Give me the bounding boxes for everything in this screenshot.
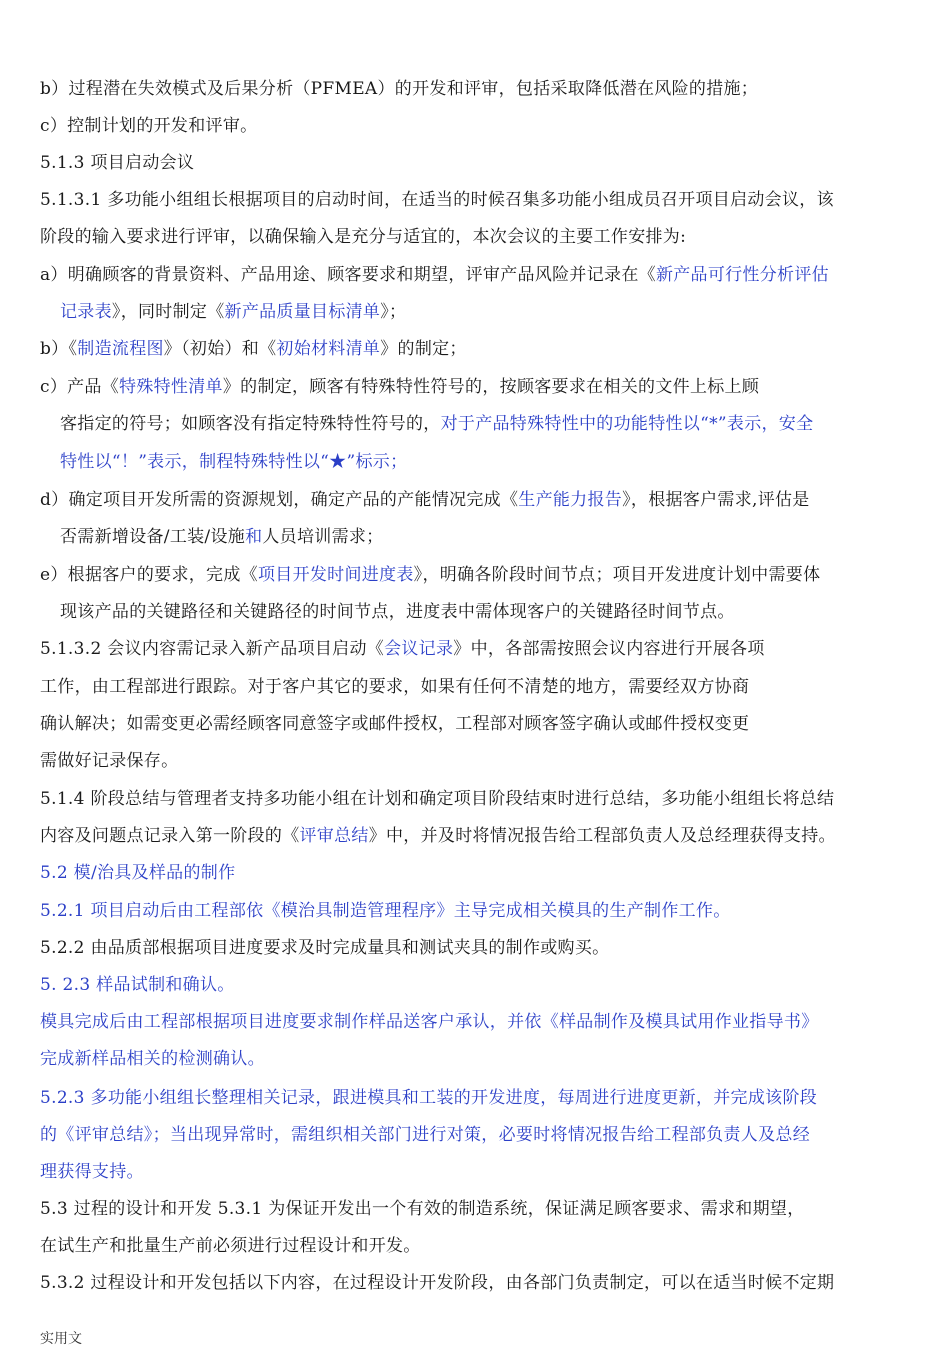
text-segment: 5.1.3.2 会议内容需记录入新产品项目启动《 bbox=[40, 639, 385, 659]
text-segment: 》的制定； bbox=[380, 339, 467, 359]
text-line bbox=[40, 1161, 144, 1183]
highlighted-text: 会议记录 bbox=[384, 639, 454, 659]
text-line bbox=[40, 1048, 265, 1070]
text-line bbox=[40, 1124, 810, 1146]
text-line bbox=[40, 264, 829, 286]
text-line bbox=[40, 750, 178, 772]
text-segment: 确认解决；如需变更必需经顾客同意签字或邮件授权，工程部对顾客签字确认或邮件授权变更 bbox=[40, 714, 750, 734]
highlighted-text: 特性以“！”表示，制程特殊特性以“★”标示； bbox=[60, 452, 408, 472]
highlighted-text: 和 bbox=[245, 527, 263, 547]
highlighted-text: 完成新样品相关的检测确认。 bbox=[40, 1049, 265, 1069]
text-segment: c）控制计划的开发和评审。 bbox=[40, 116, 258, 136]
text-line bbox=[40, 564, 820, 586]
text-line bbox=[40, 338, 467, 360]
text-line bbox=[40, 713, 749, 735]
text-line bbox=[60, 413, 813, 435]
text-line bbox=[40, 676, 749, 698]
text-segment: 工作，由工程部进行跟踪。对于客户其它的要求，如果有任何不清楚的地方，需要经双方协商 bbox=[40, 677, 750, 697]
text-line bbox=[60, 526, 383, 548]
highlighted-text: 理获得支持。 bbox=[40, 1162, 144, 1182]
highlighted-text: 5. 2.3 样品试制和确认。 bbox=[40, 975, 235, 995]
text-line bbox=[40, 1087, 817, 1109]
text-segment: 5.3.2 过程设计和开发包括以下内容，在过程设计开发阶段，由各部门负责制定，可以在适当时候不定期 bbox=[40, 1273, 835, 1293]
highlighted-text: 记录表 bbox=[60, 302, 112, 322]
page-footer: 实用文 bbox=[40, 1331, 82, 1347]
text-line bbox=[40, 1272, 834, 1294]
highlighted-text: 5.2.3 多功能小组组长整理相关记录，跟进模具和工装的开发进度，每周进行进度更新，并完成该阶段 bbox=[40, 1088, 818, 1108]
text-line bbox=[40, 900, 731, 922]
text-segment: 现该产品的关键路径和关键路径的时间节点，进度表中需体现客户的关键路径时间节点。 bbox=[60, 602, 735, 622]
text-line bbox=[40, 1235, 421, 1257]
text-segment: 》，明确各阶段时间节点；项目开发进度计划中需要体 bbox=[413, 565, 821, 585]
text-segment: 》中，各部需按照会议内容进行开展各项 bbox=[453, 639, 765, 659]
highlighted-text: 初始材料清单 bbox=[276, 339, 381, 359]
text-line bbox=[60, 301, 406, 323]
text-segment: 》的制定，顾客有特殊特性符号的，按顾客要求在相关的文件上标上顾 bbox=[222, 377, 760, 397]
text-segment: 》，根据客户需求,评估是 bbox=[622, 490, 810, 510]
text-segment: 5.1.3.1 多功能小组组长根据项目的启动时间，在适当的时候召集多功能小组成员召开项目启动会议，该 bbox=[40, 190, 834, 210]
text-line bbox=[40, 1198, 805, 1220]
text-segment: 5.1.3 项目启动会议 bbox=[40, 153, 195, 173]
text-line bbox=[40, 974, 235, 996]
text-line bbox=[40, 189, 834, 211]
highlighted-text: 5.2.1 项目启动后由工程部依《模治具制造管理程序》主导完成相关模具的生产制作工作。 bbox=[40, 901, 731, 921]
text-line bbox=[40, 152, 194, 174]
text-segment: b）过程潜在失效模式及后果分析（PFMEA）的开发和评审，包括采取降低潜在风险的措施； bbox=[40, 79, 759, 99]
text-segment: 客指定的符号；如顾客没有指定特殊特性符号的， bbox=[60, 414, 441, 434]
text-segment: 需做好记录保存。 bbox=[40, 751, 179, 771]
text-line bbox=[40, 937, 609, 959]
text-segment: d）确定项目开发所需的资源规划，确定产品的产能情况完成《 bbox=[40, 490, 519, 510]
text-line bbox=[40, 226, 686, 248]
text-line bbox=[40, 638, 765, 660]
text-line bbox=[40, 788, 834, 810]
text-segment: 阶段的输入要求进行评审，以确保输入是充分与适宜的，本次会议的主要工作安排为: bbox=[40, 227, 687, 247]
text-line bbox=[40, 1011, 819, 1033]
highlighted-text: 特殊特性清单 bbox=[119, 377, 223, 397]
text-segment: 人员培训需求； bbox=[262, 527, 384, 547]
highlighted-text: 5.2 模/治具及样品的制作 bbox=[40, 863, 236, 883]
text-line bbox=[60, 451, 407, 473]
text-segment: 》； bbox=[380, 302, 407, 322]
text-line bbox=[40, 78, 758, 100]
highlighted-text: 的《评审总结》；当出现异常时，需组织相关部门进行对策，必要时将情况报告给工程部负责人及总经 bbox=[40, 1125, 810, 1145]
text-segment: 》（初始）和《 bbox=[163, 339, 277, 359]
text-segment: 5.1.4 阶段总结与管理者支持多功能小组在计划和确定项目阶段结束时进行总结，多功能小组组长将总结 bbox=[40, 789, 835, 809]
text-segment: b）《 bbox=[40, 339, 78, 359]
text-line bbox=[40, 825, 836, 847]
text-line bbox=[40, 489, 810, 511]
text-line bbox=[40, 115, 257, 137]
text-segment: 否需新增设备/工装/设施 bbox=[60, 527, 246, 547]
highlighted-text: 新产品可行性分析评估 bbox=[655, 265, 829, 285]
text-segment: 》，同时制定《 bbox=[111, 302, 225, 322]
text-line bbox=[40, 862, 235, 884]
highlighted-text: 生产能力报告 bbox=[518, 490, 623, 510]
text-segment: e）根据客户的要求，完成《 bbox=[40, 565, 258, 585]
highlighted-text: 项目开发时间进度表 bbox=[257, 565, 414, 585]
text-segment: 》中，并及时将情况报告给工程部负责人及总经理获得支持。 bbox=[368, 826, 836, 846]
text-line bbox=[60, 601, 735, 623]
text-segment: 内容及问题点记录入第一阶段的《 bbox=[40, 826, 300, 846]
text-segment: 在试生产和批量生产前必须进行过程设计和开发。 bbox=[40, 1236, 421, 1256]
text-segment: c）产品《 bbox=[40, 377, 120, 397]
highlighted-text: 对于产品特殊特性中的功能特性以“*”表示，安全 bbox=[440, 414, 814, 434]
highlighted-text: 制造流程图 bbox=[77, 339, 164, 359]
text-segment: 5.3 过程的设计和开发 5.3.1 为保证开发出一个有效的制造系统，保证满足顾客要求、需求和期望， bbox=[40, 1199, 805, 1219]
text-line bbox=[40, 376, 759, 398]
highlighted-text: 评审总结 bbox=[299, 826, 369, 846]
highlighted-text: 新产品质量目标清单 bbox=[224, 302, 381, 322]
text-segment: a）明确顾客的背景资料、产品用途、顾客要求和期望，评审产品风险并记录在《 bbox=[40, 265, 656, 285]
highlighted-text: 模具完成后由工程部根据项目进度要求制作样品送客户承认，并依《样品制作及模具试用作业指导书》 bbox=[40, 1012, 819, 1032]
text-segment: 5.2.2 由品质部根据项目进度要求及时完成量具和测试夹具的制作或购买。 bbox=[40, 938, 610, 958]
